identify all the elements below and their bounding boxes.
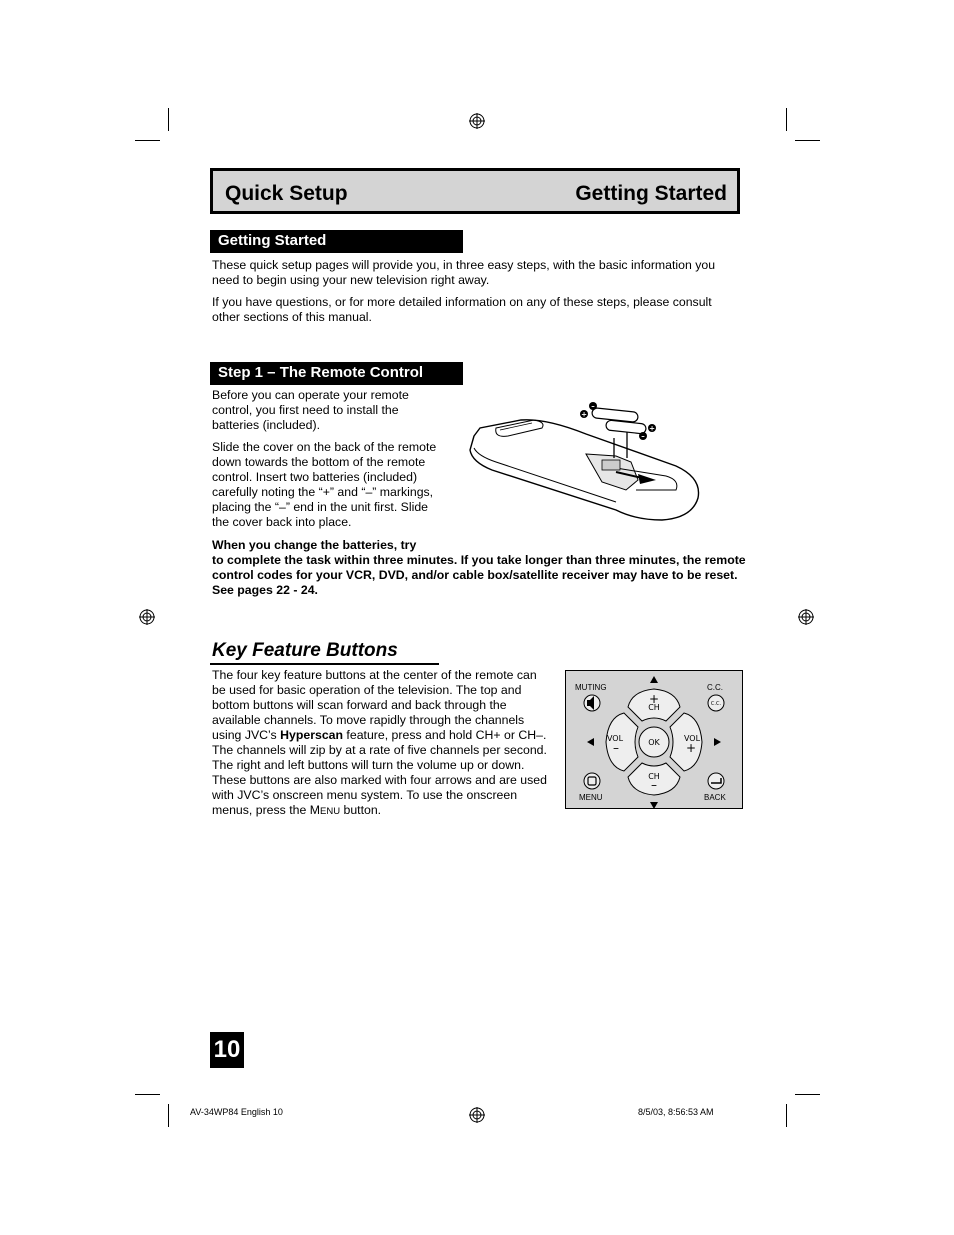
step1-body xyxy=(212,388,440,537)
down-arrow-icon xyxy=(650,802,658,808)
battery-plus-sign: + xyxy=(649,424,655,433)
vol-label: VOL xyxy=(683,734,701,743)
registration-mark-icon xyxy=(139,609,155,625)
paragraph: These quick setup pages will provide you, in three easy steps, with the basic information you need to begin using your new television right away. xyxy=(212,258,716,287)
key-feature-title: Key Feature Buttons xyxy=(212,640,398,661)
key-feature-body xyxy=(212,668,548,819)
registration-mark-icon xyxy=(469,1107,485,1123)
back-label: BACK xyxy=(704,793,726,802)
paragraph: If you have questions, or for more detailed information on any of these steps, please consult other sections of this manual. xyxy=(212,295,712,324)
section-heading-getting-started: Getting Started xyxy=(210,230,463,253)
ch-label: CH xyxy=(648,772,660,781)
header-title-right: Getting Started xyxy=(575,182,727,205)
header-title-left: Quick Setup xyxy=(225,182,348,205)
cc-label: C.C. xyxy=(707,683,723,692)
vol-label: VOL xyxy=(606,734,624,743)
text: button. xyxy=(340,803,382,817)
left-arrow-icon xyxy=(587,738,594,746)
page-number: 10 xyxy=(210,1032,244,1068)
muting-label: MUTING xyxy=(575,683,607,692)
footer-left: AV-34WP84 English 10 xyxy=(190,1107,283,1117)
crop-mark xyxy=(168,108,169,131)
crop-mark xyxy=(786,1104,787,1127)
remote-battery-illustration xyxy=(466,398,706,524)
title-underline xyxy=(210,663,439,665)
battery-warning xyxy=(212,538,746,598)
text: feature, press and hold CH+ or CH–. The channels will zip by at a rate of five channels per second. The right and left buttons will turn the volume up or down. These buttons are also marked with four arrows and are used with JVC’s onscreen menu system. To use the onscreen menus, press the xyxy=(212,728,547,817)
vol-plus-sign: + xyxy=(685,741,697,755)
getting-started-body xyxy=(212,258,742,332)
menu-button xyxy=(584,773,600,789)
battery-minus-sign: – xyxy=(641,432,645,441)
crop-mark xyxy=(795,1094,820,1095)
crop-mark xyxy=(135,1094,160,1095)
footer-right: 8/5/03, 8:56:53 AM xyxy=(638,1107,714,1117)
crop-mark xyxy=(795,140,820,141)
menu-term-smallcaps: ENU xyxy=(320,806,341,817)
crop-mark xyxy=(168,1104,169,1127)
menu-term-initial: M xyxy=(309,803,320,817)
registration-mark-icon xyxy=(469,113,485,129)
up-arrow-icon xyxy=(650,676,658,683)
registration-mark-icon xyxy=(798,609,814,625)
battery-minus-sign: – xyxy=(591,402,595,411)
hyperscan-term: Hyperscan xyxy=(280,728,344,742)
warning-line: When you change the batteries, try xyxy=(212,538,417,552)
crop-mark xyxy=(786,108,787,131)
ch-label: CH xyxy=(648,703,660,712)
section-heading-step1: Step 1 – The Remote Control xyxy=(210,362,463,385)
right-arrow-icon xyxy=(714,738,721,746)
text: The four key feature buttons at the center of the remote can be used for basic operation of the television. The top and bottom buttons will scan forward and back through the available channels. To move rapidly through the channels using JVC’s xyxy=(212,668,537,742)
paragraph: Slide the cover on the back of the remote down towards the bottom of the remote control. Insert two batteries (included) carefully noting the “+” and “–” markings, placing the “–” end in the unit first. Slide the cover back into place. xyxy=(212,440,437,529)
ch-plus-sign: + xyxy=(648,692,660,706)
battery-plus-sign: + xyxy=(581,410,587,419)
menu-term xyxy=(310,803,340,817)
paragraph: Before you can operate your remote control, you first need to install the batteries (included). xyxy=(212,388,409,432)
ok-label: OK xyxy=(648,738,660,747)
ch-minus-sign: – xyxy=(651,778,657,792)
remote-keypad xyxy=(566,671,742,808)
menu-label: MENU xyxy=(579,793,603,802)
crop-mark xyxy=(135,140,160,141)
warning-text: to complete the task within three minutes. If you take longer than three minutes, the remote control codes for your VCR, DVD, and/or cable box/satellite receiver may have to be reset. See pages 22 - 24. xyxy=(212,553,746,597)
page-header xyxy=(210,168,740,214)
cc-button-label: C.C. xyxy=(710,701,722,707)
vol-minus-sign: – xyxy=(613,741,619,755)
remote-key-diagram xyxy=(565,670,743,809)
